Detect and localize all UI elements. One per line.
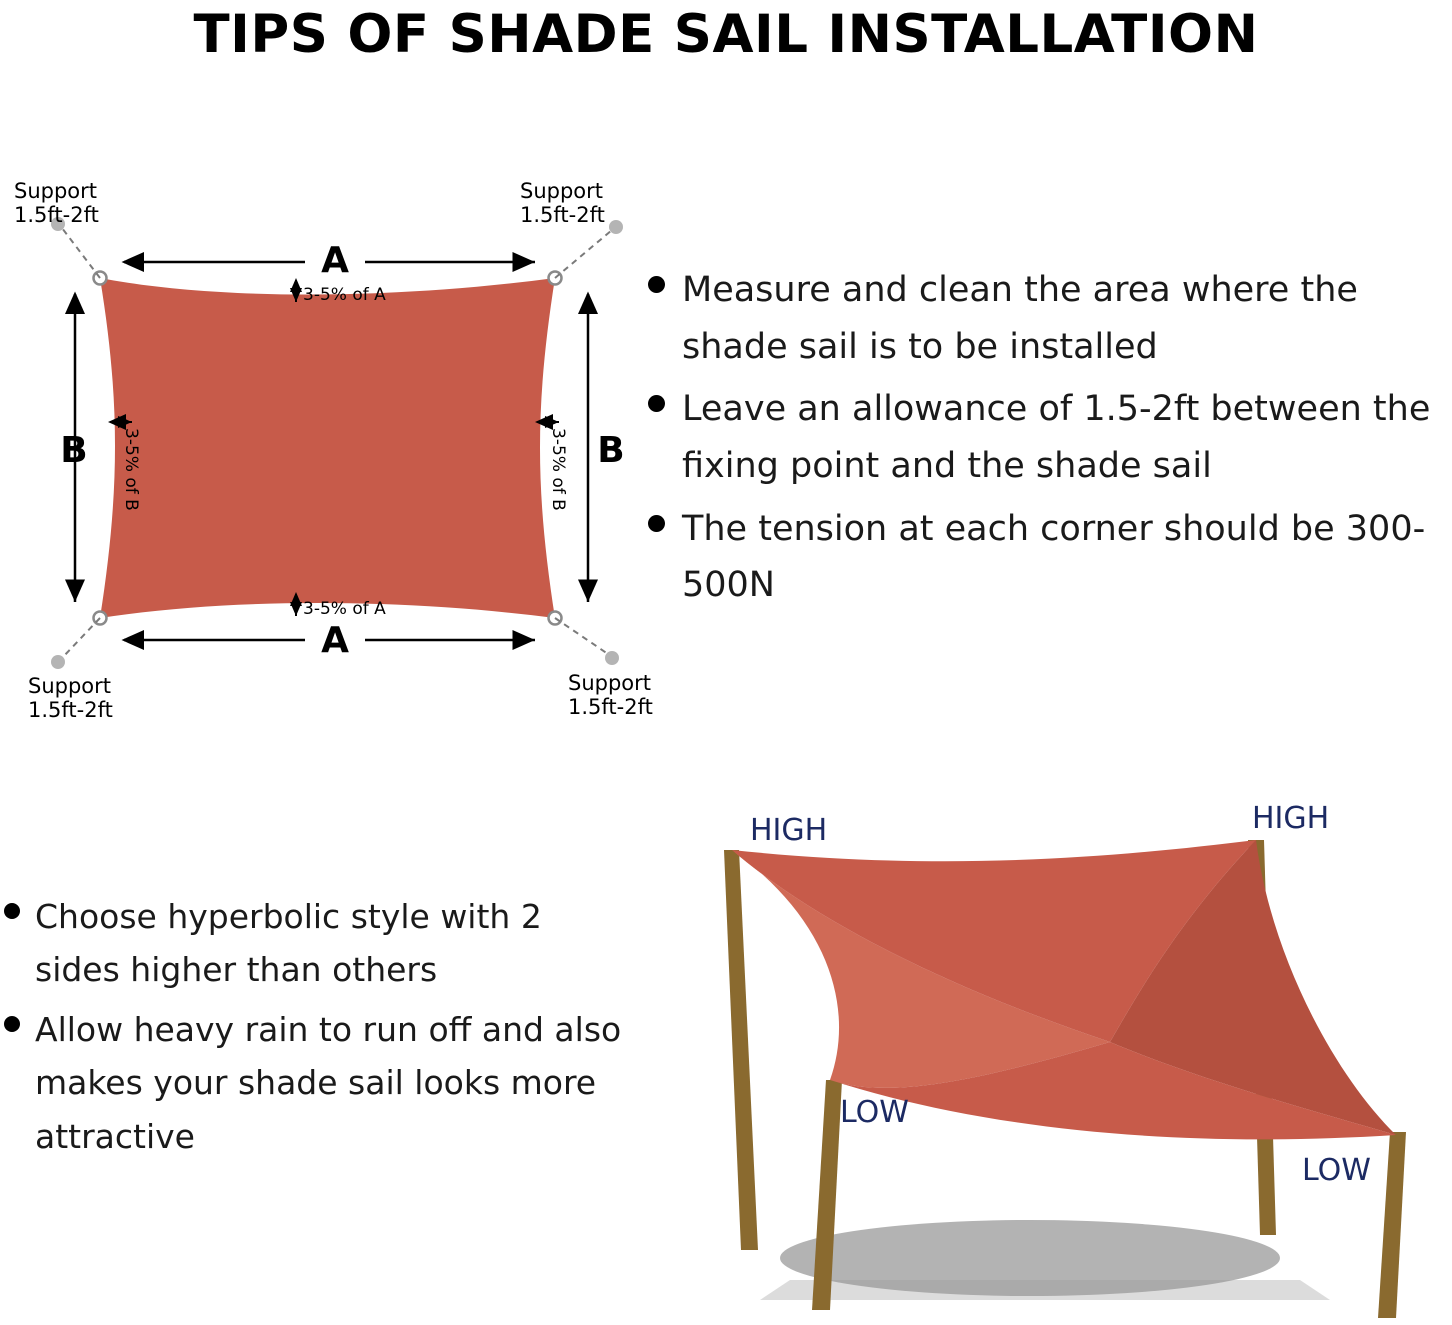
dimension-label-bottom-a: A bbox=[321, 620, 349, 661]
rectangular-sail-diagram bbox=[0, 150, 660, 750]
dimension-label-right-b: B bbox=[597, 430, 625, 471]
dimension-label-top-a: A bbox=[321, 240, 349, 281]
list-item bbox=[648, 262, 1452, 375]
label-high-right: HIGH bbox=[1252, 801, 1330, 836]
hyperbolic-tips-list bbox=[4, 890, 624, 1169]
support-label-bottom-left-line1: Support bbox=[28, 674, 112, 698]
hyperbolic-sail-diagram bbox=[640, 780, 1452, 1325]
list-item bbox=[648, 381, 1452, 494]
support-label-bottom-right-line1: Support bbox=[568, 671, 652, 695]
page-title: TIPS OF SHADE SAIL INSTALLATION bbox=[193, 4, 1259, 65]
label-low-right: LOW bbox=[1302, 1153, 1371, 1188]
post-low-right bbox=[1378, 1132, 1406, 1318]
anchor-point-bottom-left bbox=[51, 655, 65, 669]
list-item-text: Leave an allowance of 1.5-2ft between the fixing point and the shade sail bbox=[682, 389, 1431, 487]
list-item bbox=[4, 890, 624, 997]
support-label-top-left-line2: 1.5ft-2ft bbox=[14, 203, 99, 227]
sag-label-bottom: 3-5% of A bbox=[303, 599, 386, 619]
anchor-line-bottom-right bbox=[555, 618, 608, 654]
ground-shadow-base bbox=[760, 1280, 1330, 1300]
sail-shape bbox=[100, 278, 555, 618]
bullet-dot-icon bbox=[4, 903, 20, 919]
anchor-point-bottom-right bbox=[605, 651, 619, 665]
list-item bbox=[648, 501, 1452, 614]
list-item-text: Measure and clean the area where the shade sail is to be installed bbox=[682, 270, 1358, 367]
bullet-dot-icon bbox=[648, 276, 665, 293]
list-item-text: Choose hyperbolic style with 2 sides higher than others bbox=[35, 897, 542, 990]
installation-tips-list bbox=[648, 262, 1452, 620]
anchor-line-top-right bbox=[555, 230, 612, 278]
bullet-dot-icon bbox=[648, 395, 665, 412]
bullet-dot-icon bbox=[648, 515, 665, 532]
anchor-line-bottom-left bbox=[62, 618, 100, 658]
support-label-top-left-line1: Support bbox=[14, 179, 98, 203]
list-item-text: Allow heavy rain to run off and also makes your shade sail looks more attractive bbox=[35, 1009, 622, 1156]
dimension-label-left-b: B bbox=[60, 430, 88, 471]
label-low-left: LOW bbox=[840, 1095, 909, 1130]
support-label-bottom-left-line2: 1.5ft-2ft bbox=[28, 698, 113, 722]
post-high-left bbox=[724, 850, 758, 1250]
sag-label-top: 3-5% of A bbox=[303, 285, 386, 305]
anchor-line-top-left bbox=[62, 228, 100, 278]
sag-label-right: 3-5% of B bbox=[548, 428, 568, 511]
list-item bbox=[4, 1003, 624, 1163]
support-label-top-right-line1: Support bbox=[520, 179, 604, 203]
sag-label-left: 3-5% of B bbox=[121, 428, 141, 511]
support-label-bottom-right-line2: 1.5ft-2ft bbox=[568, 695, 653, 719]
list-item-text: The tension at each corner should be 300-500N bbox=[682, 508, 1426, 606]
label-high-left: HIGH bbox=[750, 813, 828, 848]
bullet-dot-icon bbox=[4, 1016, 20, 1032]
anchor-point-top-right bbox=[609, 220, 623, 234]
support-label-top-right-line2: 1.5ft-2ft bbox=[520, 203, 605, 227]
